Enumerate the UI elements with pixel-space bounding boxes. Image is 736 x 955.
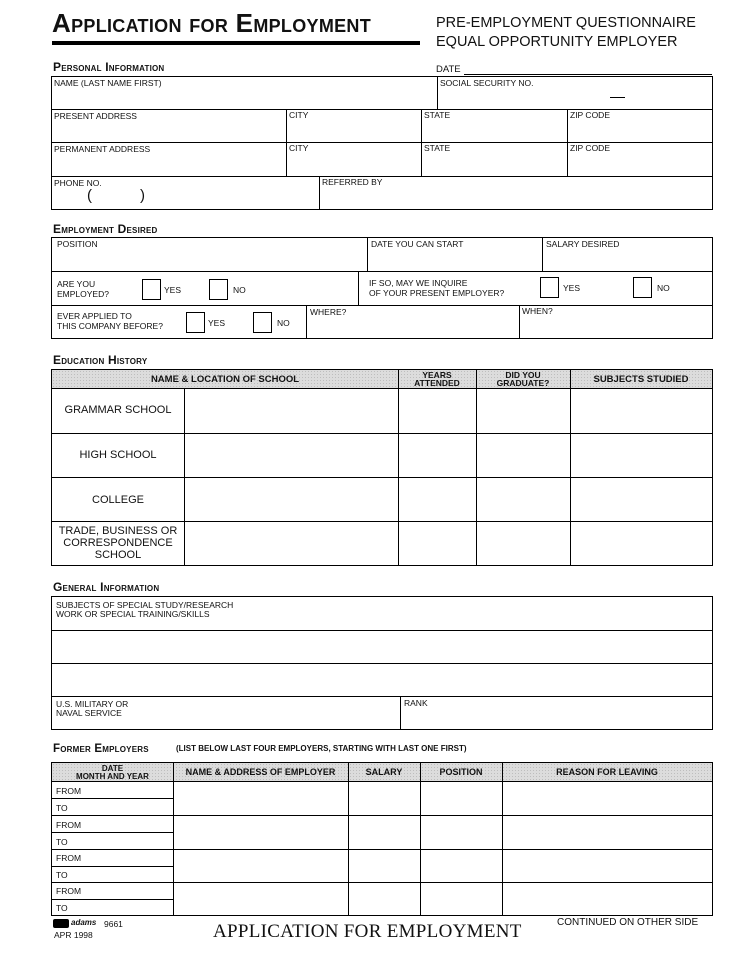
salary-divider (542, 237, 543, 271)
former-employers-table (51, 762, 713, 916)
referred-label: REFERRED BY (322, 177, 383, 187)
continued-note: CONTINUED ON OTHER SIDE (557, 917, 699, 928)
rank-label: RANK (404, 698, 428, 708)
special-study-label-line2: WORK OR SPECIAL TRAINING/SKILLS (56, 609, 210, 619)
former-col-rule-3 (420, 762, 421, 916)
section-title-former-employers: Former Employers (53, 743, 149, 755)
former-row4-to-label: TO (56, 903, 68, 913)
present-state-label: STATE (424, 110, 451, 120)
special-study-label-line1: SUBJECTS OF SPECIAL STUDY/RESEARCH (56, 600, 234, 610)
former-rule-7 (51, 899, 173, 900)
employed-no-checkbox[interactable] (209, 279, 228, 300)
ssn-label: SOCIAL SECURITY NO. (440, 78, 534, 88)
inquire-question-line1: IF SO, MAY WE INQUIRE (369, 278, 468, 288)
section-title-employment: Employment Desired (53, 222, 158, 236)
employed-no-label: NO (233, 285, 246, 295)
section-title-personal: Personal Information (53, 60, 165, 74)
inquire-question-line2: OF YOUR PRESENT EMPLOYER? (369, 288, 505, 298)
referred-divider (319, 176, 320, 210)
present-zip-label: ZIP CODE (570, 110, 610, 120)
state-divider-1 (421, 109, 422, 176)
position-label: POSITION (57, 239, 98, 249)
date-label: DATE (436, 64, 461, 75)
inquire-no-checkbox[interactable] (633, 277, 652, 298)
form-number: 9661 (104, 919, 123, 929)
city-divider-1 (286, 109, 287, 176)
former-header-rule (51, 781, 713, 782)
former-col-rule-4 (502, 762, 503, 916)
inquire-no-label: NO (657, 283, 670, 293)
military-label-line1: U.S. MILITARY OR (56, 699, 129, 709)
former-row4-from-label: FROM (56, 886, 82, 896)
education-header-graduate-line1: DID YOU (505, 370, 541, 380)
applied-no-label: NO (277, 318, 290, 328)
former-row2-to-label: TO (56, 837, 68, 847)
employed-yes-checkbox[interactable] (142, 279, 161, 300)
education-col-rule-4 (570, 369, 571, 566)
education-col-rule-2 (398, 369, 399, 566)
education-row-rule-3 (51, 521, 713, 522)
military-label-line2: NAVAL SERVICE (56, 708, 122, 718)
former-rule-1 (51, 798, 173, 799)
general-rule-3 (51, 696, 713, 697)
salary-desired-label: SALARY DESIRED (546, 239, 620, 249)
adams-brand: adams (71, 918, 97, 927)
where-label: WHERE? (310, 307, 347, 317)
form-revision-date: APR 1998 (54, 930, 93, 940)
footer-title: APPLICATION FOR EMPLOYMENT (213, 921, 522, 942)
education-header-years-line2: ATTENDED (414, 378, 460, 388)
employed-question-line2: EMPLOYED? (57, 289, 109, 299)
ssn-dash (610, 97, 625, 98)
rank-divider (400, 696, 401, 730)
phone-close-paren: ) (140, 187, 145, 204)
present-city-label: CITY (289, 110, 309, 120)
permanent-zip-label: ZIP CODE (570, 143, 610, 153)
applied-yes-label: YES (208, 318, 226, 328)
former-header-reason: REASON FOR LEAVING (556, 767, 658, 777)
former-header-salary: SALARY (365, 767, 403, 777)
former-col-rule-1 (173, 762, 174, 916)
where-divider (306, 305, 307, 339)
general-rule-2 (51, 663, 713, 664)
inquire-yes-label: YES (563, 283, 581, 293)
inquire-yes-checkbox[interactable] (540, 277, 559, 298)
inquire-divider (358, 271, 359, 305)
former-col-rule-2 (348, 762, 349, 916)
general-rule-1 (51, 630, 713, 631)
applied-question-line2: THIS COMPANY BEFORE? (57, 321, 163, 331)
start-divider (367, 237, 368, 271)
former-rule-6 (51, 882, 713, 883)
permanent-city-label: CITY (289, 143, 309, 153)
applied-yes-checkbox[interactable] (186, 312, 205, 333)
former-rule-4 (51, 849, 713, 850)
title-underline (52, 41, 420, 45)
section-title-general: General Information (53, 580, 160, 594)
education-col-rule-3 (476, 369, 477, 566)
form-subtitle-questionnaire: PRE-EMPLOYMENT QUESTIONNAIRE (436, 15, 696, 31)
education-row-grammar: GRAMMAR SCHOOL (64, 404, 172, 416)
employed-yes-label: YES (164, 285, 182, 295)
employed-question-line1: ARE YOU (57, 279, 96, 289)
former-rule-3 (51, 832, 173, 833)
education-row-high-school: HIGH SCHOOL (79, 449, 157, 461)
start-date-label: DATE YOU CAN START (371, 239, 464, 249)
education-header-rule (51, 388, 713, 389)
ssn-divider (437, 76, 438, 109)
personal-rule-2 (51, 142, 713, 143)
former-row3-from-label: FROM (56, 853, 82, 863)
education-row-trade-line1: TRADE, BUSINESS OR (58, 525, 178, 537)
present-address-label: PRESENT ADDRESS (54, 111, 137, 121)
former-row3-to-label: TO (56, 870, 68, 880)
applied-question-line1: EVER APPLIED TO (57, 311, 132, 321)
former-row1-from-label: FROM (56, 786, 82, 796)
when-label: WHEN? (522, 306, 553, 316)
employment-rule-2 (51, 305, 713, 306)
when-divider (519, 305, 520, 339)
permanent-state-label: STATE (424, 143, 451, 153)
former-header-name-address: NAME & ADDRESS OF EMPLOYER (185, 767, 336, 777)
education-row-trade-line2: CORRESPONDENCE (63, 537, 173, 549)
name-label: NAME (LAST NAME FIRST) (54, 78, 162, 88)
former-header-date-line1: DATE (101, 764, 124, 773)
education-row-trade-line3: SCHOOL (94, 549, 142, 561)
former-rule-5 (51, 866, 173, 867)
former-row2-from-label: FROM (56, 820, 82, 830)
employment-rule-1 (51, 271, 713, 272)
education-row-rule-2 (51, 477, 713, 478)
applied-no-checkbox[interactable] (253, 312, 272, 333)
form-title: Application for Employment (52, 8, 372, 38)
former-employers-note: (LIST BELOW LAST FOUR EMPLOYERS, STARTING WITH LAST ONE FIRST) (176, 744, 467, 753)
date-field[interactable] (464, 74, 712, 75)
former-header-date-line2: MONTH AND YEAR (76, 772, 149, 781)
former-header-position: POSITION (439, 767, 483, 777)
adams-logo (53, 919, 69, 928)
education-row-rule-1 (51, 433, 713, 434)
permanent-address-label: PERMANENT ADDRESS (54, 144, 151, 154)
section-title-education: Education History (53, 353, 148, 367)
phone-label: PHONE NO. (54, 178, 102, 188)
education-header-name-location: NAME & LOCATION OF SCHOOL (150, 374, 300, 385)
former-rule-2 (51, 815, 713, 816)
personal-rule-3 (51, 176, 713, 177)
education-col-rule-1 (184, 388, 185, 566)
former-row1-to-label: TO (56, 803, 68, 813)
education-row-college: COLLEGE (92, 494, 144, 506)
education-header-subjects: SUBJECTS STUDIED (593, 374, 689, 385)
form-subtitle-eoe: EQUAL OPPORTUNITY EMPLOYER (436, 34, 678, 50)
phone-open-paren: ( (87, 187, 92, 204)
personal-rule-1 (51, 109, 713, 110)
education-header-years-line1: YEARS (422, 370, 452, 380)
education-header-graduate-line2: GRADUATE? (496, 378, 550, 388)
zip-divider-1 (567, 109, 568, 176)
